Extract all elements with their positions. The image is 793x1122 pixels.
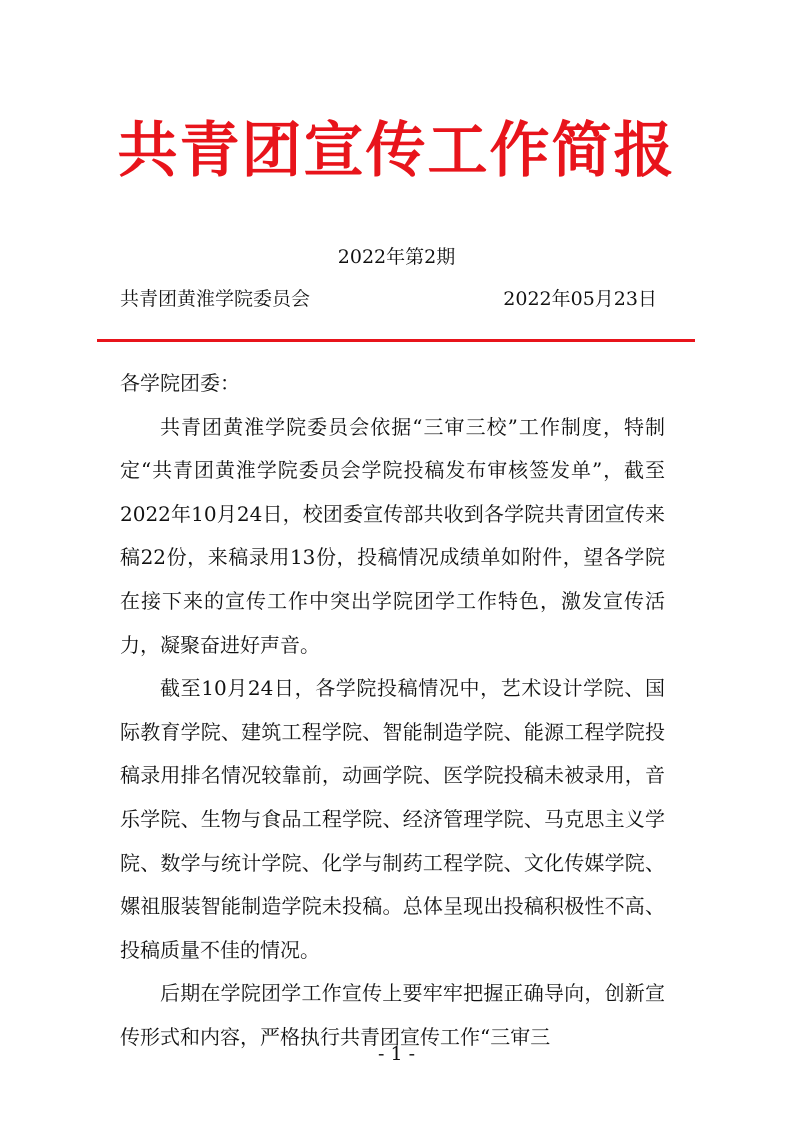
paragraph-1: 共青团黄淮学院委员会依据“三审三校”工作制度，特制定“共青团黄淮学院委员会学院投稿发布审核签发单”，截至2022年10月24日，校团委宣传部共收到各学院共青团宣传来稿22份，来稿录用13份，投稿情况成绩单如附件，望各学院在接下来的宣传工作中突出学院团学工作特色，激发宣传活力，凝聚奋进好声音。 — [120, 414, 665, 657]
paragraph-3: 后期在学院团学工作宣传上要牢牢把握正确导向，创新宣传形式和内容，严格执行共青团宣传工作“三审三 — [120, 981, 665, 1049]
salutation: 各学院团委： — [120, 371, 240, 395]
issuing-organization: 共青团黄淮学院委员会 — [120, 288, 311, 310]
red-divider-line — [97, 339, 695, 342]
page-number: - 1 - — [377, 1043, 415, 1065]
document-body — [120, 362, 665, 1060]
issue-number: 2022年第2期 — [337, 246, 456, 268]
masthead-title: 共青团宣传工作简报 — [117, 116, 676, 186]
paragraph-2: 截至10月24日，各学院投稿情况中，艺术设计学院、国际教育学院、建筑工程学院、智能制造学院、能源工程学院投稿录用排名情况较靠前，动画学院、医学院投稿未被录用，音乐学院、生物与食品工程学院、经济管理学院、马克思主义学院、数学与统计学院、化学与制药工程学院、文化传媒学院、嫘祖服装智能制造学院未投稿。总体呈现出投稿积极性不高、投稿质量不佳的情况。 — [120, 676, 665, 962]
issue-date: 2022年05月23日 — [503, 288, 657, 310]
